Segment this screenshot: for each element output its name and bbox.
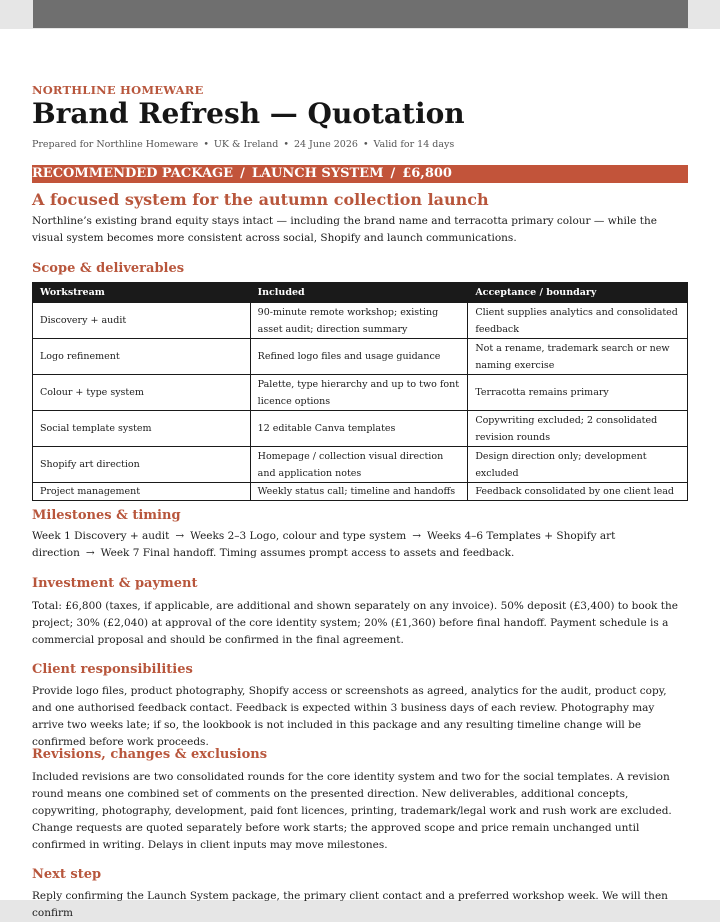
table-row [33, 339, 688, 375]
meta-region: UK & Ireland [213, 139, 279, 150]
table-cell: Shopify art direction [33, 447, 251, 483]
meta-separator: • [203, 139, 209, 150]
table-header-row [33, 283, 688, 303]
lead-heading: A focused system for the autumn collection launch [32, 190, 489, 209]
meta-date: 24 June 2026 [293, 139, 358, 150]
arrow-icon: → [85, 547, 95, 559]
meta-prepared-for: Prepared for Northline Homeware [32, 139, 199, 150]
scope-heading: Scope & deliverables [32, 261, 185, 276]
table-cell: Not a rename, trademark search or new naming exercise [468, 339, 688, 375]
meta-separator: • [283, 139, 289, 150]
band-separator: / [240, 166, 245, 181]
milestone-step: Week 7 Final handoff. [100, 547, 217, 559]
table-cell: Discovery + audit [33, 303, 251, 339]
milestone-step: Week 1 Discovery + audit [32, 530, 170, 542]
document-page [0, 29, 720, 919]
investment-paragraph: Total: £6,800 (taxes, if applicable, are additional and shown separately on any invoice). 50% deposit (£3,400) to book the project; 30% (£2,040) at approval of the core identity system; 20% (£1,360) before final handoff. Payment schedule is a commercial proposal and should be confirmed in the final agreement. [32, 600, 678, 646]
investment-heading: Investment & payment [32, 576, 198, 591]
milestones-paragraph [32, 528, 688, 562]
responsibilities-heading: Client responsibilities [32, 662, 193, 677]
table-cell: Copywriting excluded; 2 consolidated revision rounds [468, 411, 688, 447]
meta-line [32, 139, 454, 150]
table-cell: Logo refinement [33, 339, 251, 375]
table-cell: Social template system [33, 411, 251, 447]
table-row [33, 483, 688, 501]
arrow-icon: → [175, 530, 185, 542]
page-title: Brand Refresh — Quotation [32, 97, 465, 130]
milestones-heading: Milestones & timing [32, 508, 181, 523]
table-cell: Feedback consolidated by one client lead [468, 483, 688, 501]
client-name: NORTHLINE HOMEWARE [32, 83, 204, 97]
lead-paragraph: Northline’s existing brand equity stays intact — including the brand name and terracotta primary colour — while the visual system becomes more consistent across social, Shopify and launch communications. [32, 215, 657, 244]
table-row [33, 447, 688, 483]
column-header-workstream: Workstream [33, 283, 251, 303]
column-header-acceptance: Acceptance / boundary [468, 283, 688, 303]
band-separator: / [390, 166, 396, 181]
arrow-icon: → [412, 530, 421, 542]
table-cell: Homepage / collection visual direction and application notes [250, 447, 468, 483]
table-cell: Refined logo files and usage guidance [250, 339, 468, 375]
package-label: RECOMMENDED PACKAGE [32, 166, 234, 181]
table-cell: Project management [33, 483, 251, 501]
table-cell: Weekly status call; timeline and handoffs [250, 483, 468, 501]
table-cell: Palette, type hierarchy and up to two font licence options [250, 375, 468, 411]
milestones-note: Timing assumes prompt access to assets and feedback. [219, 547, 515, 559]
table-cell: 12 editable Canva templates [250, 411, 468, 447]
package-price: £6,800 [402, 166, 452, 181]
revisions-paragraph: Included revisions are two consolidated rounds for the core identity system and two for the social templates. A revision round means one combined set of comments on the presented direction. New deliverables, additional concepts, copywriting, photography, development, paid font licences, printing, trademark/legal work and rush work are excluded. Change requests are quoted separately before work starts; the approved scope and price remain unchanged until confirmed in writing. Delays in client inputs may move milestones. [32, 771, 672, 851]
next-step-heading: Next step [32, 867, 102, 882]
responsibilities-paragraph: Provide logo files, product photography, Shopify access or screenshots as agreed, analytics for the audit, product copy, and one authorised feedback contact. Feedback is expected within 3 business days of each review. Photography may arrive two weeks late; if so, the lookbook is not included in this package and any resulting timeline change will be confirmed before work proceeds. [32, 685, 667, 748]
table-cell: Terracotta remains primary [468, 375, 688, 411]
table-row [33, 411, 688, 447]
browser-toolbar [33, 0, 688, 28]
milestone-step: Weeks 2–3 Logo, colour and type system [190, 530, 407, 542]
next-step-paragraph: Reply confirming the Launch System package, the primary client contact and a preferred workshop week. We will then confirm [32, 890, 668, 919]
package-name: LAUNCH SYSTEM [251, 166, 384, 181]
revisions-heading: Revisions, changes & exclusions [32, 747, 268, 762]
table-row [33, 375, 688, 411]
table-cell: Design direction only; development excluded [468, 447, 688, 483]
table-cell: Client supplies analytics and consolidated feedback [468, 303, 688, 339]
package-band [32, 165, 688, 183]
table-cell: Colour + type system [33, 375, 251, 411]
table-row [33, 303, 688, 339]
table-cell: 90-minute remote workshop; existing asset audit; direction summary [250, 303, 468, 339]
column-header-included: Included [250, 283, 468, 303]
meta-validity: Valid for 14 days [373, 139, 455, 150]
meta-separator: • [362, 139, 369, 150]
milestone-step: Weeks 4–6 Templates + Shopify art direction [32, 530, 616, 559]
scope-table [32, 282, 688, 501]
